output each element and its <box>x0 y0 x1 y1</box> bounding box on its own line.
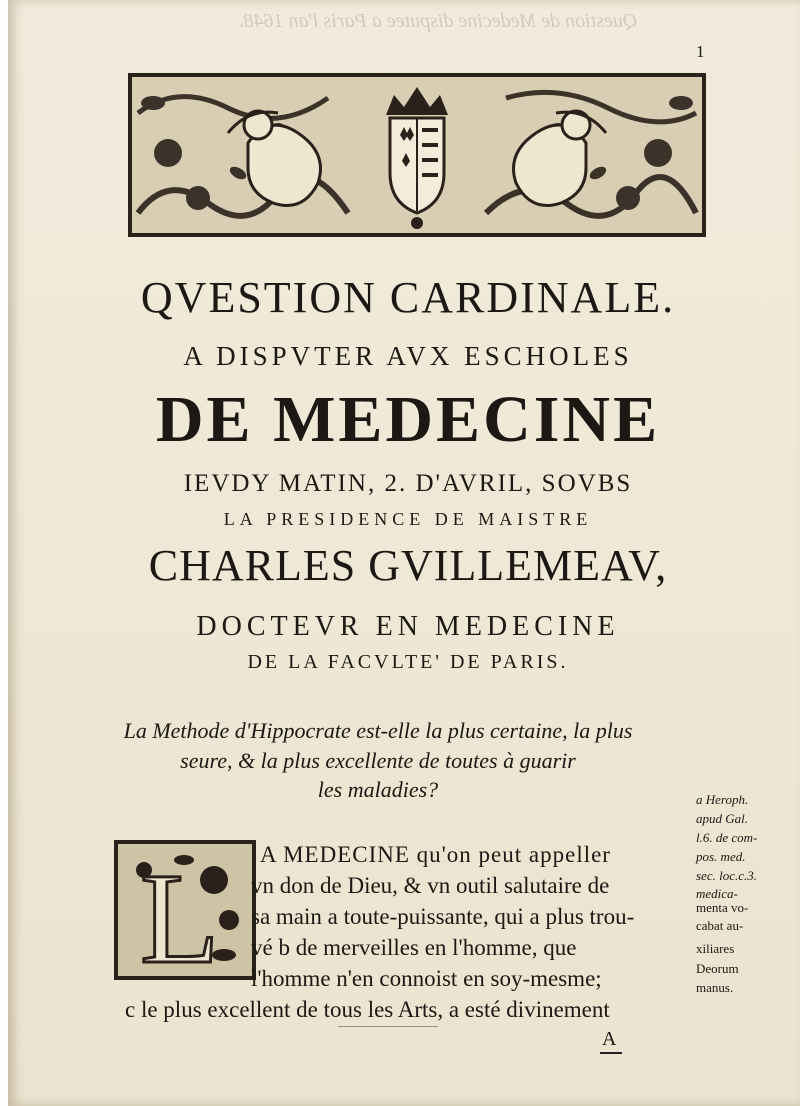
bleed-through-text: Question de Medecine disputee a Paris l'an 1648. <box>238 10 638 32</box>
margin-note: apud Gal. <box>696 811 748 826</box>
body-line: c le plus excellent de tous les Arts, a esté divinement <box>125 997 610 1022</box>
question-line: La Methode d'Hippocrate est-elle la plus certaine, la plus <box>123 718 633 743</box>
page-left-edge <box>0 0 8 1106</box>
signature-rule <box>600 1052 622 1054</box>
question-line: seure, & la plus excellente de toutes à guarir <box>180 748 576 773</box>
title-line-date: IEVDY MATIN, 2. D'AVRIL, SOVBS <box>183 470 633 497</box>
margin-note: l.6. de com- <box>696 830 758 845</box>
body-line: vn don de Dieu, & vn outil salutaire de <box>251 873 610 898</box>
title-line-faculte: DE LA FACVLTE' DE PARIS. <box>247 651 569 673</box>
dropcap-ornament <box>114 840 256 980</box>
margin-note: sec. loc.c.3. <box>696 868 758 883</box>
book-page <box>8 0 800 1106</box>
ornamental-headpiece <box>128 73 706 237</box>
margin-note: manus. <box>696 980 734 995</box>
title-line-docteur: DOCTEVR EN MEDECINE <box>196 611 620 642</box>
margin-note: Deorum <box>696 961 739 976</box>
signature-mark: A <box>602 1028 617 1050</box>
dropcap-letter: L <box>140 847 220 980</box>
question-line: les maladies? <box>317 777 439 802</box>
title-line-question: QVESTION CARDINALE. <box>140 273 676 322</box>
body-line: vé b de merveilles en l'homme, que <box>251 935 577 960</box>
title-line-president-name: CHARLES GVILLEMEAV, <box>148 541 668 590</box>
underline-rule <box>338 1026 438 1027</box>
margin-note: xiliares <box>696 941 735 956</box>
body-line: A MEDECINE qu'on peut appeller <box>260 842 611 867</box>
title-line-presidence: LA PRESIDENCE DE MAISTRE <box>223 509 593 529</box>
page-number: 1 <box>696 42 705 61</box>
margin-note: medica- <box>696 886 738 901</box>
title-line-disputer: A DISPVTER AVX ESCHOLES <box>183 341 633 371</box>
body-line: sa main a toute-puissante, qui a plus trou- <box>251 904 635 929</box>
margin-note: pos. med. <box>696 849 746 864</box>
title-line-medecine: DE MEDECINE <box>155 383 661 456</box>
body-line: l'homme n'en connoist en soy-mesme; <box>251 966 602 991</box>
margin-note: a Heroph. <box>696 792 749 807</box>
margin-note: menta vo- <box>696 900 749 915</box>
margin-note: cabat au- <box>696 918 744 933</box>
